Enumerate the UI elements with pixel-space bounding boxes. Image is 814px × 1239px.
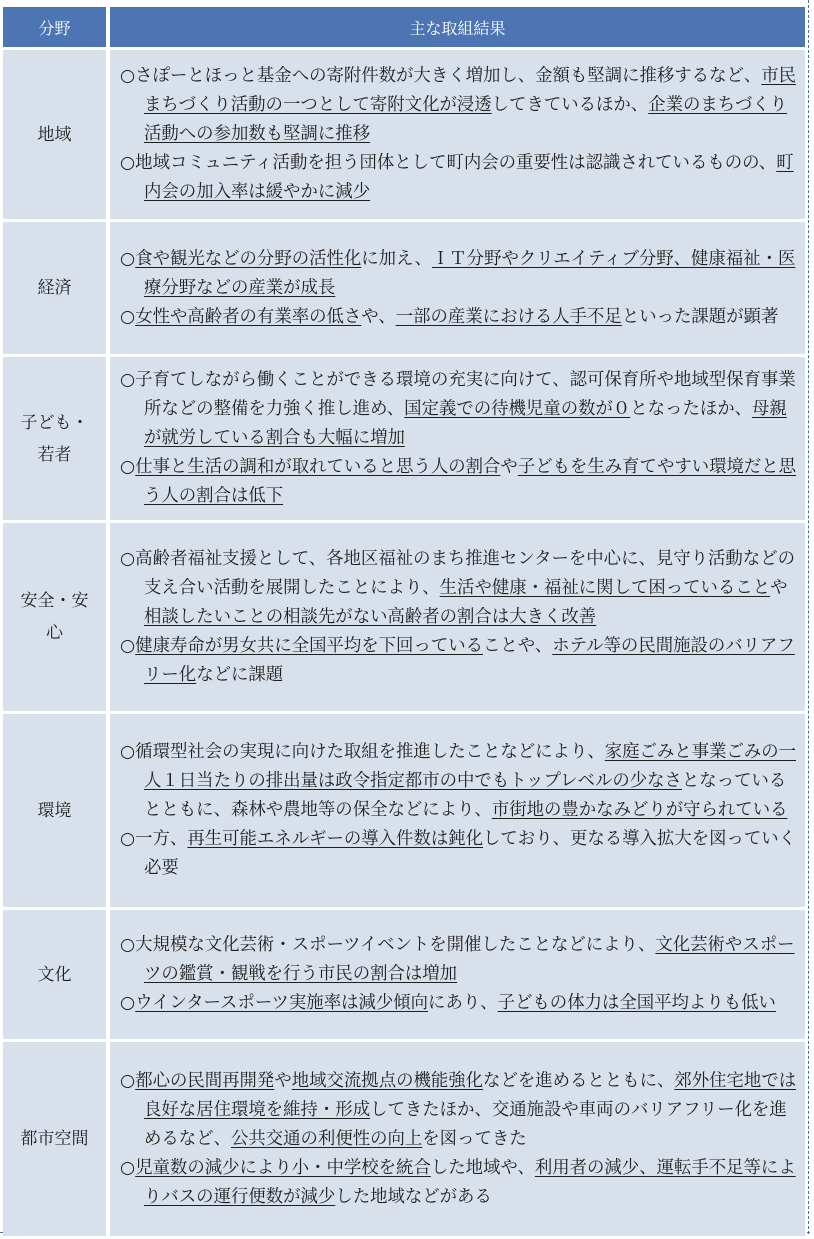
result-text: ○	[120, 306, 136, 327]
result-text: してきたほか、交通施設や車両のバリアフリー化を進めるなど、	[144, 1099, 787, 1149]
highlighted-result: 子どもの体力は全国平均よりも低い	[497, 993, 776, 1013]
result-text: ○循環型社会の実現に向けた取組を推進したことなどにより、	[120, 742, 605, 762]
highlighted-result: 都心の民間再開発	[135, 1070, 275, 1091]
highlighted-result: ホテル等の民間施設のバリアフリー化	[144, 635, 795, 685]
result-text: ○大規模な文化芸術・スポーツイベントを開催したことなどにより、	[120, 935, 656, 955]
highlighted-result: 女性や高齢者の有業率の低さ	[135, 306, 362, 327]
field-cell	[3, 523, 110, 711]
result-text: に加え、	[361, 248, 432, 269]
field-label: 都市空間	[20, 1129, 89, 1149]
field-label: 子ども・若者	[20, 412, 89, 465]
result-item	[120, 303, 799, 332]
result-text: となっているとともに、森林や農地等の保全などにより、	[144, 771, 787, 820]
result-text: ○	[120, 457, 136, 477]
result-item	[120, 545, 799, 632]
result-text: を図ってきた	[422, 1128, 527, 1149]
highlighted-result: 文化芸術やスポーツの鑑賞・観戦を行う市民の割合は増加	[144, 935, 795, 984]
field-cell	[3, 50, 110, 219]
result-text: ことや、	[483, 635, 553, 656]
result-text: ○さぽーとほっと基金への寄附件数が大きく増加し、金額も堅調に推移するなど、	[120, 66, 762, 86]
highlighted-result: 市民まちづくり活動の一つとして寄附文化が浸透	[144, 66, 797, 115]
result-item	[120, 453, 799, 511]
result-text: ○	[120, 1070, 136, 1091]
field-cell	[3, 714, 110, 907]
result-text: にあり、	[428, 993, 498, 1013]
table-row	[3, 50, 805, 219]
field-label: 安全・安心	[20, 591, 89, 643]
highlighted-result: 健康寿命が男女共に全国平均を下回っている	[135, 635, 484, 656]
table-row	[3, 714, 805, 907]
field-cell	[3, 222, 110, 354]
result-text: や、	[361, 306, 396, 327]
result-text: ○一方、	[120, 829, 188, 849]
field-cell	[3, 910, 110, 1039]
highlighted-result: 食や観光などの分野の活性化	[135, 248, 362, 269]
results-cell	[110, 357, 805, 520]
results-cell	[110, 523, 805, 711]
result-item	[120, 825, 799, 883]
results-table	[3, 4, 805, 1239]
frame-border-right	[808, 0, 809, 1234]
field-label: 経済	[37, 278, 72, 298]
field-label: 環境	[37, 800, 72, 821]
result-text: といった課題が顕著	[621, 306, 779, 327]
highlighted-result: 仕事と生活の調和が取れていると思う人の割合	[135, 457, 501, 477]
highlighted-result: 再生可能エネルギーの導入件数は鈍化	[187, 829, 484, 849]
highlighted-result: 国定義での待機児童の数が０	[404, 399, 631, 419]
result-text: してきているほか、	[491, 95, 649, 115]
header-field: 分野	[3, 7, 110, 47]
result-text: ○	[120, 1157, 136, 1178]
highlighted-result: 母親が就労している割合も大幅に増加	[144, 399, 787, 448]
table-row	[3, 910, 805, 1039]
table-row	[3, 222, 805, 354]
result-text: ○	[120, 635, 136, 656]
table-row	[3, 523, 805, 711]
result-text: ○地域コミュニティ活動を担う団体として町内会の重要性は認識されているものの、	[120, 153, 777, 173]
table-row	[3, 1042, 805, 1236]
result-text: ○高齢者福祉支援として、各地区福祉のまち推進センターを中心に、見守り活動などの支え合い活動を展開したことにより、	[120, 548, 795, 598]
field-cell	[3, 1042, 110, 1236]
result-item	[120, 245, 799, 303]
field-label: 文化	[37, 964, 72, 985]
highlighted-result: 子どもを生み育てやすい環境だと思う人の割合は低下	[144, 457, 797, 506]
highlighted-result: 生活や健康・福祉に関して困っていること	[439, 577, 771, 598]
highlighted-result: 家庭ごみと事業ごみの一人１日当たりの排出量は政令指定都市の中でもトップレベルの少なさ	[144, 742, 797, 791]
results-cell	[110, 1042, 805, 1236]
highlighted-result: ＩＴ分野やクリエイティブ分野、健康福祉・医療分野などの産業が成長	[144, 248, 796, 298]
highlighted-result: 公共交通の利便性の向上	[230, 1128, 423, 1149]
result-item	[120, 1067, 799, 1154]
result-text: した地域や、	[430, 1157, 535, 1178]
results-cell	[110, 50, 805, 219]
result-text: となったほか、	[630, 399, 753, 419]
highlighted-result: 地域交流拠点の機能強化	[291, 1070, 484, 1091]
highlighted-result: 相談したいことの相談先がない高齢者の割合は大きく改善	[144, 606, 597, 627]
result-item	[120, 632, 799, 690]
highlighted-result: 市街地の豊かなみどりが守られている	[491, 800, 788, 820]
result-text: ○子育てしながら働くことができる環境の充実に向けて、認可保育所や地域型保育事業所などの整備を力強く推し進め、	[120, 370, 796, 419]
field-cell	[3, 357, 110, 520]
result-item	[120, 989, 799, 1018]
result-text: や	[770, 577, 788, 598]
highlighted-result: 町内会の加入率は緩やかに減少	[144, 153, 794, 202]
results-cell	[110, 714, 805, 907]
result-item	[120, 366, 799, 453]
highlighted-result: 児童数の減少により小・中学校を統合	[135, 1157, 431, 1178]
result-item	[120, 931, 799, 989]
result-item	[120, 738, 799, 825]
results-cell	[110, 910, 805, 1039]
result-text: や	[500, 457, 518, 477]
result-text: ○	[120, 248, 136, 269]
highlighted-result: 郊外住宅地では良好な居住環境を維持・形成	[144, 1070, 797, 1120]
field-label: 地域	[37, 124, 72, 145]
result-text: などを進めるとともに、	[483, 1070, 675, 1091]
highlighted-result: ウインタースポーツ実施率は減少傾向	[135, 993, 429, 1013]
result-item	[120, 1154, 799, 1212]
results-cell	[110, 222, 805, 354]
result-text: などに課題	[196, 664, 284, 685]
highlighted-result: 利用者の減少、運転手不足等によりバスの運行便数が減少	[144, 1157, 796, 1207]
table-header-row	[3, 7, 805, 47]
result-text: した地域などがある	[335, 1186, 492, 1207]
table-row	[3, 357, 805, 520]
result-item	[120, 149, 799, 207]
highlighted-result: 一部の産業における人手不足	[395, 306, 622, 327]
header-results: 主な取組結果	[110, 7, 805, 47]
result-text: ○	[120, 993, 136, 1013]
result-text: しており、更なる導入拡大を図っていく必要	[144, 829, 797, 878]
highlighted-result: 企業のまちづくり活動への参加数も堅調に推移	[144, 95, 788, 144]
result-item	[120, 62, 799, 149]
result-text: や	[274, 1070, 292, 1091]
